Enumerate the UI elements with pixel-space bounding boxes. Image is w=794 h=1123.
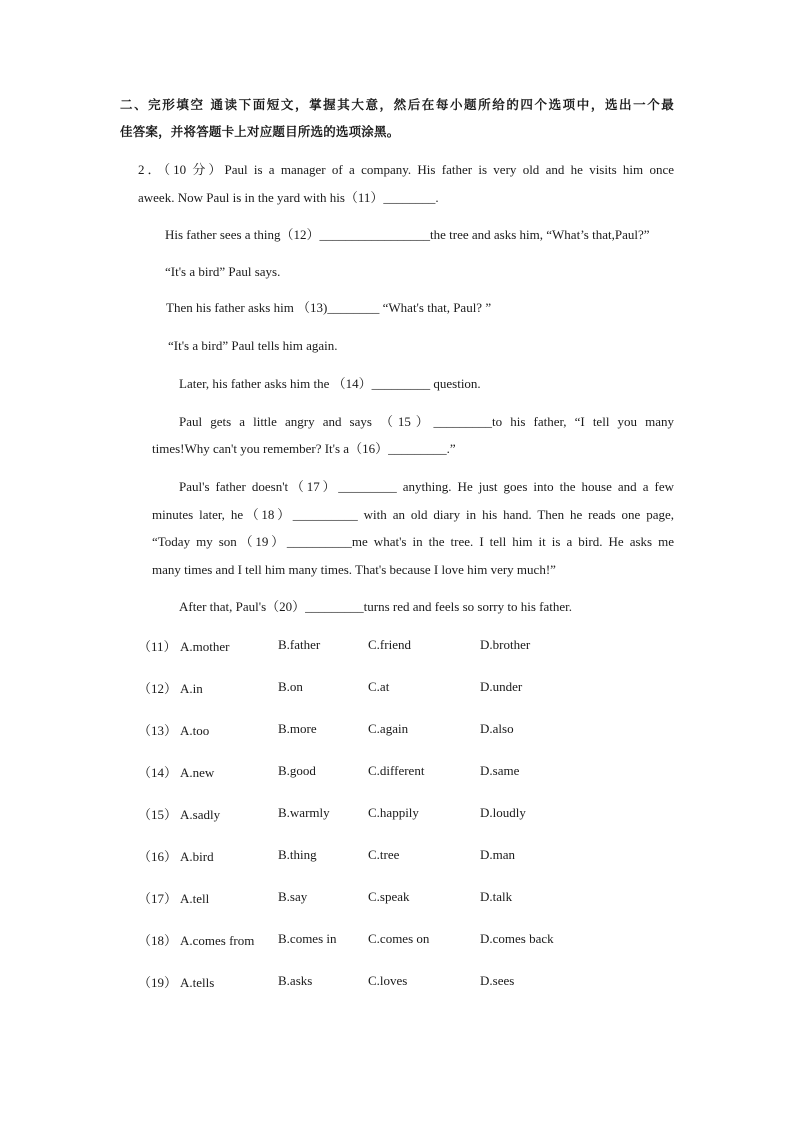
option-c: C.different — [368, 763, 425, 778]
option-d: D.talk — [480, 889, 513, 904]
option-a: A.bird — [180, 849, 214, 864]
option-a: A.new — [180, 765, 215, 780]
option-c: C.tree — [368, 847, 400, 862]
option-d: D.also — [480, 721, 514, 736]
option-b: B.on — [278, 679, 303, 694]
option-a: A.mother — [180, 639, 230, 654]
option-d: D.under — [480, 679, 523, 694]
passage-line: aweek. Now Paul is in the yard with his（11）________. — [138, 190, 439, 205]
option-a: A.too — [180, 723, 210, 738]
passage-line: “Today my son（19）__________me what's in the tree. I tell him it is a bird. He asks me — [152, 534, 674, 549]
option-c: C.comes on — [368, 931, 430, 946]
passage-line: After that, Paul's（20）_________turns red and feels so sorry to his father. — [179, 599, 572, 614]
section-instruction-line-1: 二、完形填空 通读下面短文，掌握其大意，然后在每小题所给的四个选项中，选出一个最 — [120, 97, 674, 112]
option-c: C.loves — [368, 973, 408, 988]
option-number: （18） — [138, 933, 178, 948]
option-d: D.same — [480, 763, 520, 778]
option-b: B.warmly — [278, 805, 330, 820]
option-d: D.brother — [480, 637, 531, 652]
option-number: （17） — [138, 891, 178, 906]
option-d: D.loudly — [480, 805, 526, 820]
option-d: D.man — [480, 847, 516, 862]
section-instruction-line-2: 佳答案，并将答题卡上对应题目所选的选项涂黑。 — [120, 124, 400, 139]
passage-line: Then his father asks him （13)________ “What's that, Paul? ” — [166, 300, 492, 315]
option-b: B.father — [278, 637, 321, 652]
option-a: A.tell — [180, 891, 210, 906]
option-a: A.comes from — [180, 933, 255, 948]
passage-line: minutes later, he（18）__________ with an old diary in his hand. Then he reads one page, — [152, 507, 674, 522]
passage-line: many times and I tell him many times. That's because I love him very much!” — [152, 562, 556, 577]
option-number: （13） — [138, 723, 178, 738]
option-c: C.again — [368, 721, 409, 736]
option-number: （12） — [138, 681, 178, 696]
option-a: A.in — [180, 681, 203, 696]
option-c: C.happily — [368, 805, 419, 820]
option-c: C.friend — [368, 637, 411, 652]
passage-line: times!Why can't you remember? It's a（16）_________.” — [152, 441, 456, 456]
option-c: C.speak — [368, 889, 410, 904]
passage-line: Paul gets a little angry and says （15）_________to his father, “I tell you many — [179, 414, 674, 429]
option-a: A.sadly — [180, 807, 221, 822]
passage-line: Later, his father asks him the （14）_________ question. — [179, 376, 481, 391]
option-b: B.asks — [278, 973, 313, 988]
option-number: （11） — [138, 639, 177, 654]
option-b: B.thing — [278, 847, 317, 862]
option-b: B.good — [278, 763, 316, 778]
option-b: B.say — [278, 889, 308, 904]
option-b: B.comes in — [278, 931, 337, 946]
passage-line: Paul's father doesn't（17）_________ anything. He just goes into the house and a few — [179, 479, 674, 494]
passage-line: His father sees a thing（12）_________________the tree and asks him, “What’s that,Paul?” — [165, 227, 650, 242]
option-d: D.sees — [480, 973, 515, 988]
option-b: B.more — [278, 721, 317, 736]
passage-line: “It's a bird” Paul says. — [165, 264, 281, 279]
option-a: A.tells — [180, 975, 215, 990]
option-c: C.at — [368, 679, 390, 694]
option-d: D.comes back — [480, 931, 554, 946]
option-number: （19） — [138, 975, 178, 990]
passage-line: 2．（10 分）Paul is a manager of a company. His father is very old and he visits him once — [138, 162, 674, 177]
passage-line: “It's a bird” Paul tells him again. — [168, 338, 338, 353]
option-number: （16） — [138, 849, 178, 864]
option-number: （14） — [138, 765, 178, 780]
option-number: （15） — [138, 807, 178, 822]
